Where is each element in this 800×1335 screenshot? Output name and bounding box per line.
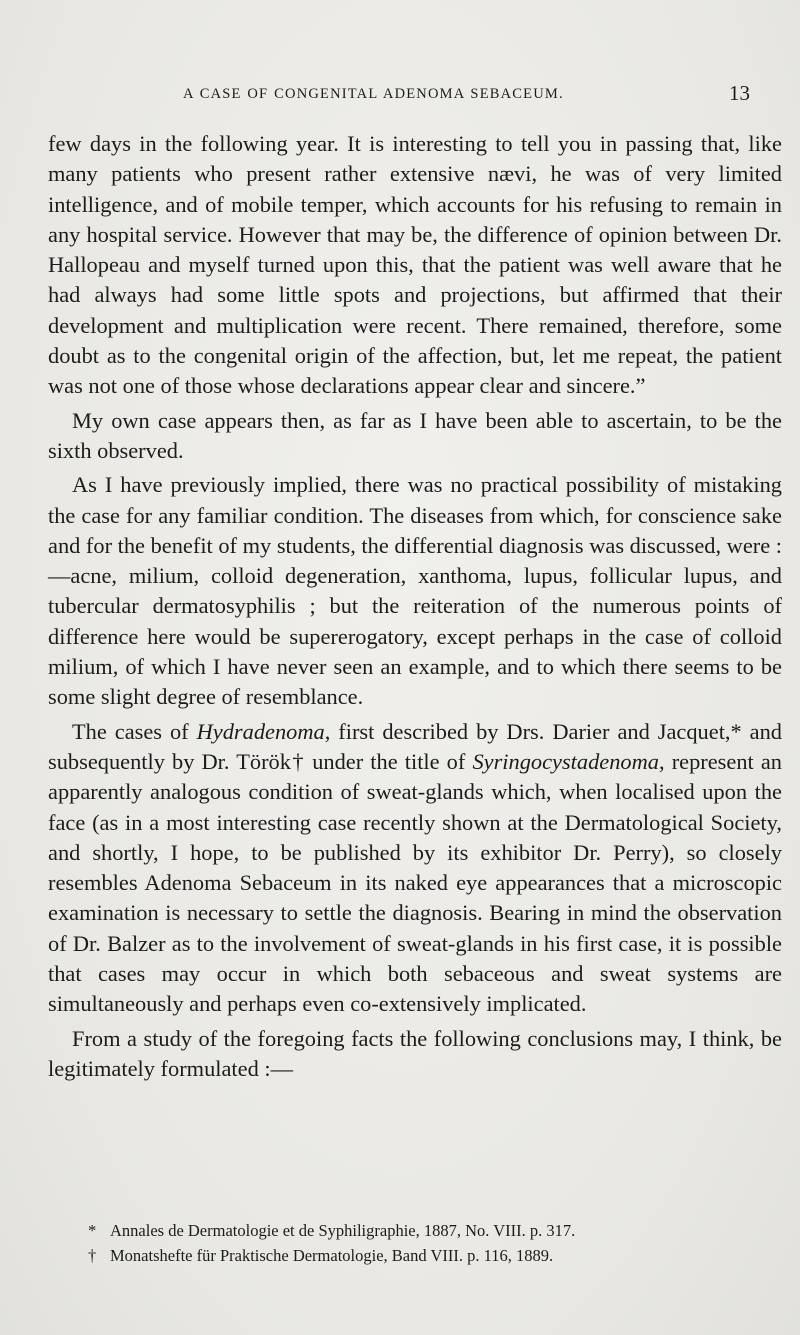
page-number: 13 bbox=[729, 81, 750, 105]
footnote bbox=[88, 1243, 768, 1268]
paragraph-continued: few days in the following year. It is interesting to tell you in passing that, like many patients who present rather extensive nævi, he was of very limited intelligence, and of mobile temper, which accounts for his refusing to remain in any hospital service. However that may be, the difference of opinion between Dr. Hallopeau and myself turned upon this, that the patient was well aware that he had always had some little spots and projections, but affirmed that their development and multiplication were recent. There remained, therefore, some doubt as to the congenital origin of the affection, but, let me repeat, the patient was not one of those whose declarations appear clear and sincere.” bbox=[48, 131, 782, 399]
running-title: A CASE OF CONGENITAL ADENOMA SEBACEUM. bbox=[183, 86, 564, 102]
footnotes bbox=[88, 1218, 768, 1268]
italic-term-syringocystadenoma: Syringocystadenoma bbox=[472, 748, 659, 774]
footnote-text: Monatshefte für Praktische Dermatologie, Band VIII. p. 116, 1889. bbox=[110, 1246, 554, 1265]
running-head bbox=[0, 81, 800, 110]
paragraph-conclusions: From a study of the foregoing facts the following conclusions may, I think, be legitimately formulated :— bbox=[48, 1025, 782, 1081]
paragraph-text: The cases of bbox=[72, 718, 197, 744]
paragraph-text: , first described by Drs. Darier and Jacquet,* and subsequently by Dr. Török† under the title of bbox=[48, 718, 782, 774]
footnote bbox=[88, 1218, 768, 1243]
paragraph-own-case: My own case appears then, as far as I have been able to ascertain, to be the sixth observed. bbox=[48, 407, 782, 463]
footnote-text: Annales de Dermatologie et de Syphiligraphie, 1887, No. VIII. p. 317. bbox=[110, 1221, 576, 1240]
paragraph-hydradenoma bbox=[48, 717, 782, 1020]
italic-term-hydradenoma: Hydradenoma bbox=[196, 718, 325, 744]
paragraph-differential-diagnosis: As I have previously implied, there was no practical possibility of mistaking the case for any familiar condition. The diseases from which, for conscience sake and for the benefit of my students, the differential diagnosis was discussed, were :—acne, milium, colloid degeneration, xanthoma, lupus, follicular lupus, and tubercular dermatosyphilis ; but the reiteration of the numerous points of difference here would be supererogatory, except perhaps in the case of colloid milium, of which I have never seen an example, and to which there seems to be some slight degree of resemblance. bbox=[48, 472, 782, 710]
paragraph-text: , represent an apparently analogous condition of sweat-glands which, when localised upon the face (as in a most interesting case recently shown at the Dermatological Society, and shortly, I hope, to be published by its exhibitor Dr. Perry), so closely resembles Adenoma Sebaceum in its naked eye appearances that a microscopic examination is necessary to settle the diagnosis. Bearing in mind the observation of Dr. Balzer as to the involvement of sweat-glands in his first case, it is possible that cases may occur in which both sebaceous and sweat systems are simultaneously and perhaps even co-extensively implicated. bbox=[48, 748, 782, 1017]
footnote-mark: † bbox=[88, 1246, 97, 1265]
footnote-mark: * bbox=[88, 1221, 97, 1240]
body-text bbox=[48, 129, 782, 1084]
